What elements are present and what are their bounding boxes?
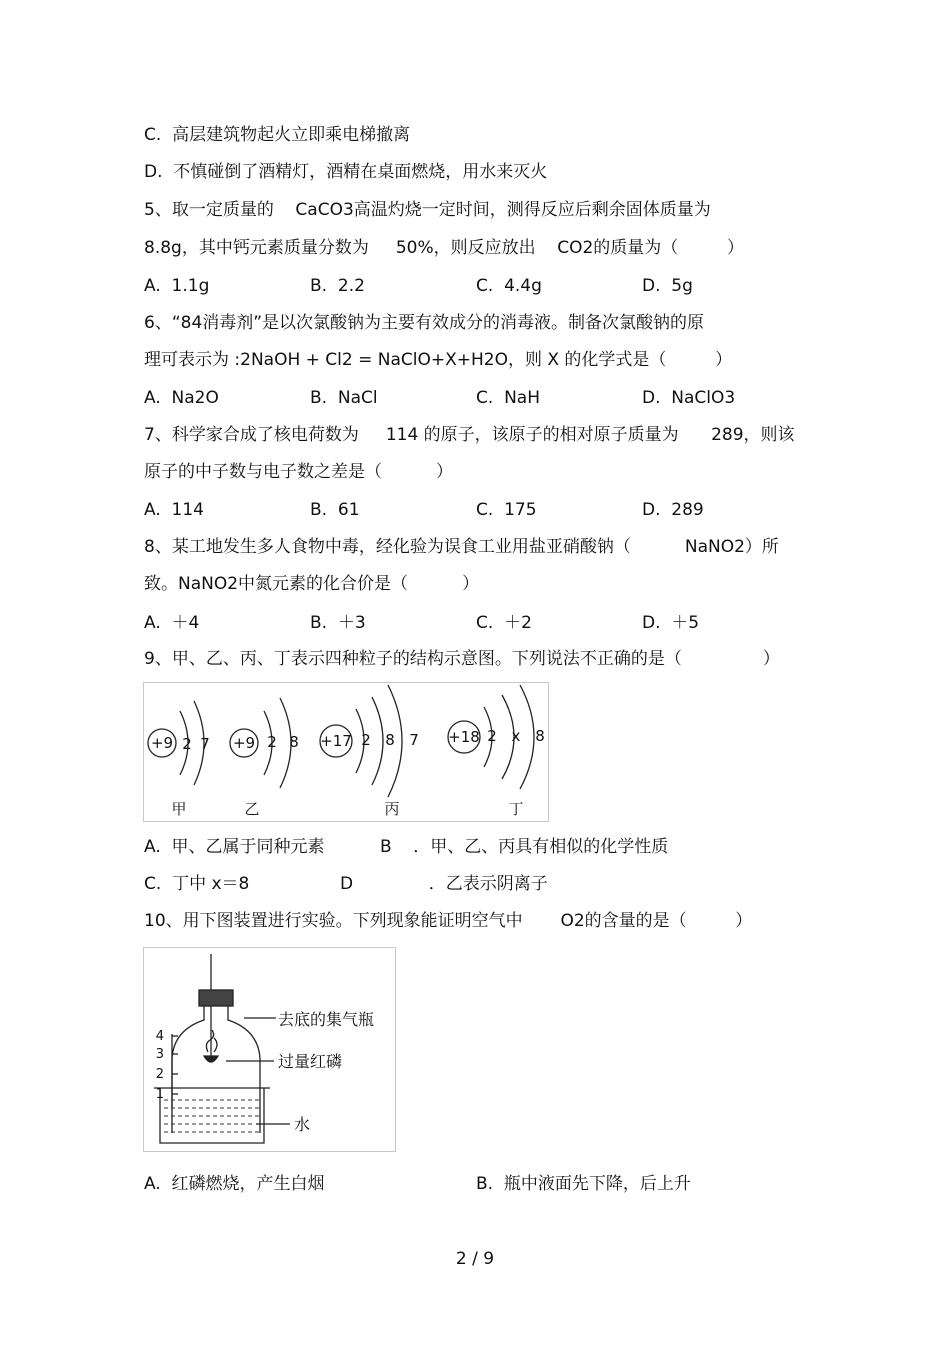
q7-stem-line2: 原子的中子数与电子数之差是（ ） <box>144 462 454 482</box>
q8-option-b: B. ＋3 <box>310 613 366 633</box>
q5-stem-line2: 8.8g，其中钙元素质量分数为 50%，则反应放出 CO2的质量为（ ） <box>144 238 744 258</box>
q4-option-c: C. 高层建筑物起火立即乘电梯撤离 <box>144 125 411 145</box>
q10-option-a: A. 红磷燃烧，产生白烟 <box>144 1174 325 1194</box>
q6-stem-line1: 6、“84消毒剂”是以次氯酸钠为主要有效成分的消毒液。制备次氯酸钠的原 <box>144 313 705 333</box>
atom-bing-nucleus: +17 <box>320 732 352 750</box>
q9-option-b: B ．甲、乙、丙具有相似的化学性质 <box>380 837 669 857</box>
label-bottomless-bottle: 去底的集气瓶 <box>278 1010 375 1029</box>
atom-ding-label: 丁 <box>508 800 524 818</box>
atom-jia-nucleus: +9 <box>150 734 174 752</box>
q10-option-b: B. 瓶中液面先下降，后上升 <box>476 1174 691 1194</box>
atom-bing-label: 丙 <box>384 800 400 818</box>
scale-mark-4: 4 <box>155 1029 164 1044</box>
q6-option-a: A. Na2O <box>144 388 219 408</box>
q5-stem-line1: 5、取一定质量的 CaCO3高温灼烧一定时间，测得反应后剩余固体质量为 <box>144 200 711 220</box>
atom-bing-shell-2 <box>372 697 383 785</box>
atom-yi-nucleus: +9 <box>232 734 256 752</box>
q9-option-a: A. 甲、乙属于同种元素 <box>144 837 325 857</box>
rubber-stopper <box>199 990 233 1006</box>
bottle-outline <box>172 1006 260 1133</box>
atom-ding-shell-3 <box>520 685 534 789</box>
atom-jia-shell-2-count: 7 <box>200 735 210 753</box>
atom-yi-label: 乙 <box>244 800 260 818</box>
atom-yi-shell-1-count: 2 <box>267 733 277 751</box>
q7-option-c: C. 175 <box>476 500 537 520</box>
q7-option-d: D. 289 <box>642 500 704 520</box>
atom-ding-shell-1-count: 2 <box>487 727 497 745</box>
atomic-structure-diagram <box>144 683 548 821</box>
q6-option-d: D. NaClO3 <box>642 388 736 408</box>
q7-option-b: B. 61 <box>310 500 360 520</box>
smoke-wisp-2 <box>214 1038 217 1052</box>
scale-mark-1: 1 <box>155 1087 164 1102</box>
q6-stem-line2: 理可表示为 :2NaOH + Cl2 = NaClO+X+H2O，则 X 的化学式是（ ） <box>144 350 733 370</box>
q8-stem-line1: 8、某工地发生多人食物中毒，经化验为误食工业用盐亚硝酸钠（ NaNO2）所 <box>144 537 779 557</box>
q9-option-d: D ．乙表示阴离子 <box>340 874 548 894</box>
q6-option-b: B. NaCl <box>310 388 378 408</box>
atom-jia-shell-1-count: 2 <box>182 735 192 753</box>
water-hatching <box>164 1100 260 1132</box>
q8-option-c: C. ＋2 <box>476 613 532 633</box>
q10-stem-line1: 10、用下图装置进行实验。下列现象能证明空气中 O2的含量的是（ ） <box>144 911 753 931</box>
page-number: 2 / 9 <box>455 1249 495 1269</box>
q4-option-d: D. 不慎碰倒了酒精灯，酒精在桌面燃烧，用水来灭火 <box>144 162 548 182</box>
q7-stem-line1: 7、科学家合成了核电荷数为 114 的原子，该原子的相对原子质量为 289，则该 <box>144 425 795 445</box>
q7-option-a: A. 114 <box>144 500 204 520</box>
q5-option-d: D. 5g <box>642 276 693 296</box>
q8-option-d: D. ＋5 <box>642 613 700 633</box>
atomic-structure-figure <box>143 682 549 822</box>
q8-stem-line2: 致。NaNO2中氮元素的化合价是（ ） <box>144 574 480 594</box>
q5-option-c: C. 4.4g <box>476 276 542 296</box>
combustion-spoon <box>204 1056 218 1062</box>
q9-stem-line1: 9、甲、乙、丙、丁表示四种粒子的结构示意图。下列说法不正确的是（ ） <box>144 649 780 669</box>
label-red-phosphorus: 过量红磷 <box>278 1052 343 1071</box>
q6-option-c: C. NaH <box>476 388 540 408</box>
q5-option-a: A. 1.1g <box>144 276 210 296</box>
atom-bing-shell-3-count: 7 <box>409 731 419 749</box>
atom-jia-label: 甲 <box>171 800 187 818</box>
atom-ding-shell-2-count: x <box>511 727 521 745</box>
atom-ding-shell-3-count: 8 <box>535 727 545 745</box>
phosphorus-experiment-figure <box>143 947 396 1152</box>
smoke-wisp-1 <box>206 1030 213 1052</box>
scale-mark-3: 3 <box>155 1047 164 1062</box>
label-water: 水 <box>294 1115 311 1134</box>
atom-bing-shell-2-count: 8 <box>385 731 395 749</box>
scale-mark-2: 2 <box>155 1067 164 1082</box>
atom-ding-nucleus: +18 <box>448 728 480 746</box>
water-trough <box>160 1088 264 1143</box>
atom-bing-shell-1-count: 2 <box>361 731 371 749</box>
atom-yi-shell-2-count: 8 <box>289 733 299 751</box>
q5-option-b: B. 2.2 <box>310 276 365 296</box>
q9-option-c: C. 丁中 x＝8 <box>144 874 250 894</box>
phosphorus-apparatus-diagram <box>144 948 395 1151</box>
q8-option-a: A. ＋4 <box>144 613 200 633</box>
